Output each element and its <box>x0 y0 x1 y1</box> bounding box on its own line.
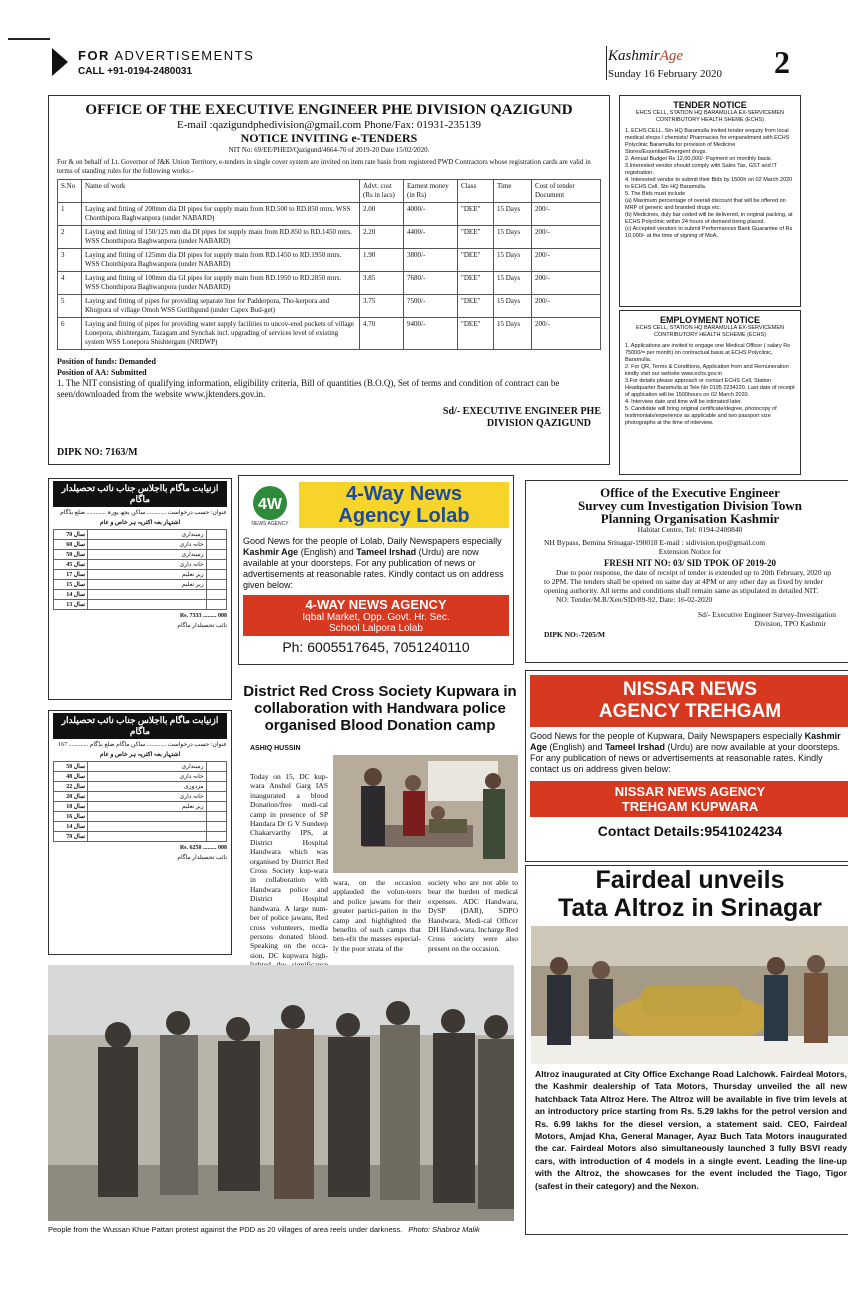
table-cell: "DEE" <box>458 226 494 249</box>
table-cell <box>206 530 226 540</box>
nissar-agency-1: NISSAR NEWS AGENCY <box>614 784 766 799</box>
table-cell <box>206 600 226 610</box>
table-cell: خانہ داری <box>88 772 207 782</box>
table-cell: 3.85 <box>360 272 404 295</box>
table-cell: زمینداری <box>88 550 207 560</box>
tender-notice <box>619 95 801 307</box>
table-row <box>54 550 227 560</box>
phe-nit-number: NIT No: 69/EE/PHED/Qazigund/4664-76 of 2019-20 Date 15/02/2020. <box>228 146 430 154</box>
notice-line: 4. Interview date and time will be intimated later. <box>625 399 743 405</box>
table-cell: 50 سال <box>54 550 88 560</box>
table-cell: "DEE" <box>458 272 494 295</box>
notice-line: 5. The Bids must include <box>625 191 686 197</box>
table-cell: زمینداری <box>88 530 207 540</box>
table-cell: 13 سال <box>54 600 88 610</box>
table-row <box>54 762 227 772</box>
fourway-banner <box>299 482 509 528</box>
table-cell: Laying and fitting of pipes for providing water supply facilities to uncov-ered pockets of village Lonepora, shishtergam, Tazagam and Synchak incl. upgrading of services level of existing system WSS Lonepora Shishtergam (NRDWP) <box>82 318 360 350</box>
fairdeal-photo <box>531 926 848 1064</box>
table-header: Class <box>458 180 494 203</box>
table-cell: 48 سال <box>54 772 88 782</box>
protest-photo <box>48 965 514 1221</box>
redcross-column-2: wara, on the occasion applauded the volun-teers and police jawans for their greater partici-pation in the camp and highlighted the benefits of such camps that ben-efit the masses especial-ly the poor strata of the <box>333 878 421 953</box>
table-row <box>54 580 227 590</box>
survey-address: NH Bypass, Bemina Srinagar-190018 E-mail : sidivision.tpo@gmail.com <box>544 538 766 547</box>
phe-signature-2: DIVISION QAZIGUND <box>486 418 591 429</box>
table-row <box>54 772 227 782</box>
table-cell <box>206 540 226 550</box>
table-row <box>54 782 227 792</box>
employment-body <box>625 343 795 427</box>
table-cell <box>206 782 226 792</box>
table-cell <box>206 792 226 802</box>
fourway-address-2: School Lalpora Lolab <box>329 623 423 634</box>
masthead-brand: KashmirAge <box>608 48 684 64</box>
table-cell: 4400/- <box>404 226 458 249</box>
fourway-title-2: Agency Lolab <box>338 505 470 527</box>
table-cell: Laying and fitting of 150/125 mm dia DI pipes for supply main from RD.850 to RD.1450 mtrs. WSS Chonthipora Baghwanpora (under NABARD) <box>82 226 360 249</box>
employment-subtitle: ECHS CELL, STATION HQ BARAMULLA EX-SERVICEMEN CONTRIBUTORY HEALTH SCHEME (ECHS) <box>636 325 784 338</box>
issue-date: Sunday 16 February 2020 <box>608 68 722 80</box>
nissar-address-box <box>530 781 848 817</box>
fourway-news-ad <box>238 475 514 665</box>
table-cell: Laying and fitting of 200mm dia DI pipes for supply main from RD.500 to RD.850 mtrs. WSS Chonthipora Baghwanpora (under NABARD) <box>82 203 360 226</box>
survey-notice <box>525 480 848 663</box>
table-cell: مزدوری <box>88 782 207 792</box>
table-cell: خانہ داری <box>88 540 207 550</box>
table-cell: 3800/- <box>404 249 458 272</box>
table-cell <box>206 580 226 590</box>
survey-dipk: DIPK NO:-7205/M <box>544 630 606 639</box>
table-header: Earnest money (in Rs) <box>404 180 458 203</box>
redcross-column-1: Today on 15, DC kup-wara Anshul Garg IAS inaugurated a blood Donation/free medi-cal camp in presence of SP Handara Dr G V Sundeep Chakarvarthy IPS, at District Hospital Handwara which was organised by District Red Cross Society kup-wara in collaboration with Handwara police and District Hospital handwara. A large num-ber of police jawans, Red cross volunteers, media persons donated blood. Speaking on the occa-sion, DC kupwara high- <box>250 772 328 960</box>
table-cell: 15 Days <box>494 318 532 350</box>
table-cell <box>206 570 226 580</box>
table-cell: 200/- <box>532 318 601 350</box>
table-cell: 15 Days <box>494 249 532 272</box>
table-cell: 15 سال <box>54 580 88 590</box>
notice-line: (a) Maximum percentage of overall discount that will be offered on MRP of generic and branded drugs etc. <box>625 198 786 211</box>
survey-extension: Extension Notice for <box>658 547 722 556</box>
brand-divider <box>606 46 607 80</box>
table-cell: 4 <box>58 272 82 295</box>
table-cell: 200/- <box>532 203 601 226</box>
svg-text:4W: 4W <box>258 496 282 513</box>
table-row <box>58 249 601 272</box>
table-row <box>54 590 227 600</box>
urdu-notice-intro: عنوان: حسب درخواست ............. ساکن ماگام ضلع بڈگام ............. 167 <box>58 742 227 748</box>
survey-no: NO: Tender/M.R/Xen/SID/89-92, Date: 16-02-2020 <box>556 595 713 604</box>
phe-funds: Position of funds: Demanded <box>57 357 156 366</box>
table-cell: 1 <box>58 203 82 226</box>
notice-line: 5. Candidate will bring original certificate/degree, photocopy of testimonials/experience as applicable and two passport size photographs at the time of interview. <box>625 406 777 426</box>
advert-arrow-icon <box>52 48 68 76</box>
table-cell: Laying and fitting of 125mm dia DI pipes for supply main from RD.1450 to RD.1950 mtrs. WSS Chonthipora Baghwanpora (under NABARD) <box>82 249 360 272</box>
table-cell: خانہ داری <box>88 792 207 802</box>
table-row <box>54 560 227 570</box>
redcross-byline: ASHIQ HUSSIN <box>250 745 301 752</box>
nissar-title-2: AGENCY TREHGAM <box>598 701 782 722</box>
table-cell <box>206 822 226 832</box>
phe-tender-notice <box>48 95 610 465</box>
table-cell: 20 سال <box>54 792 88 802</box>
table-cell <box>88 812 207 822</box>
table-cell: 70 سال <box>54 832 88 842</box>
survey-habitat: Habitat Centre, Tel: 0194-2400840 <box>637 525 743 534</box>
urdu-notice-footer: Rs. 7333 ......... 008 <box>179 613 227 619</box>
table-cell: 14 سال <box>54 822 88 832</box>
survey-nit: FRESH NIT NO: 03/ SID TPOK OF 2019-20 <box>603 558 777 568</box>
table-cell: 16 سال <box>54 812 88 822</box>
notice-line: 1. ECHS CELL, Stn HQ Baramulla invited tender enquiry from local medical shops / chemists/ Pharmacies for empanelment with ECHS Polyclinic Baramulla for provision of Medicine Stores/Essential/Emergent drugs. <box>625 128 790 155</box>
table-cell <box>206 802 226 812</box>
table-cell: 15 Days <box>494 272 532 295</box>
survey-title-2: Survey cum Investigation Division Town <box>578 498 802 513</box>
table-cell: 18 سال <box>54 802 88 812</box>
table-cell: خانہ داری <box>88 560 207 570</box>
survey-sign-2: Division, TPO Kashmir <box>754 619 826 628</box>
urdu-notice-sign: نائب تحصیلدار ماگام <box>177 855 227 861</box>
fourway-text: Good News for the people of Lolab, Daily Newspapers especially Kashmir Age (English) and Tameel Irshad (Urdu) are now available at your doorsteps. For any publication of news or advertisements at reasonable rates. Kindly contact us on address given below: <box>243 536 504 590</box>
table-cell: 70 سال <box>54 530 88 540</box>
ad-label: FOR ADVERTISEMENTS <box>78 48 255 63</box>
table-cell: زیر تعلیم <box>88 802 207 812</box>
table-cell: 3.75 <box>360 295 404 318</box>
notice-line: (c) Accepted vendors to submit Performances Bank Guarantee of Rs 10,000/- at the time of signing of MoA. <box>625 226 793 239</box>
table-row <box>58 318 601 350</box>
table-cell <box>206 832 226 842</box>
urdu-notice-1 <box>48 478 232 700</box>
table-cell: "DEE" <box>458 249 494 272</box>
table-cell <box>88 600 207 610</box>
table-cell <box>206 772 226 782</box>
table-cell: 200/- <box>532 272 601 295</box>
table-cell: 15 Days <box>494 295 532 318</box>
table-cell <box>206 812 226 822</box>
table-cell: 9400/- <box>404 318 458 350</box>
table-cell: 50 سال <box>54 762 88 772</box>
table-cell: 2 <box>58 226 82 249</box>
table-row <box>58 272 601 295</box>
table-row <box>54 812 227 822</box>
survey-title-3: Planning Organisation Kashmir <box>600 511 780 526</box>
table-cell: 200/- <box>532 226 601 249</box>
protest-photo-credit: Photo: Shabroz Malik <box>408 1225 480 1234</box>
nissar-agency-2: TREHGAM KUPWARA <box>621 799 759 814</box>
table-cell: 200/- <box>532 249 601 272</box>
table-row <box>54 540 227 550</box>
table-cell: 6 <box>58 318 82 350</box>
table-cell <box>206 590 226 600</box>
svg-text:NEWS AGENCY: NEWS AGENCY <box>251 521 289 526</box>
table-cell: 15 Days <box>494 226 532 249</box>
phe-heading: NOTICE INVITING e-TENDERS <box>240 131 418 145</box>
table-cell: 60 سال <box>54 540 88 550</box>
table-cell <box>88 832 207 842</box>
table-row <box>54 822 227 832</box>
table-cell: 17 سال <box>54 570 88 580</box>
table-cell: 22 سال <box>54 782 88 792</box>
phe-works-table <box>57 179 601 350</box>
notice-line: 1. Applications are invited to engage one Medical Officer ( salary Rs 75000/= per month) on contractual basis at ECHS Polyclinic, Baramulla. <box>625 343 790 363</box>
table-header: Time <box>494 180 532 203</box>
phe-note: 1. The NIT consisting of qualifying information, eligibility criteria, Bill of quantities (B.O.Q), Set of terms and condition of contract can be seen/downloaded from the website www.jktenders.gov.in. <box>57 378 560 399</box>
table-cell: 7680/- <box>404 272 458 295</box>
notice-line: (b) Medicines, duly bar coded will be delivered, in original packing, at ECHS Polyclinic within 24 hours of demand being placed. <box>625 212 793 225</box>
table-row <box>54 832 227 842</box>
table-row <box>58 203 601 226</box>
table-cell: 3 <box>58 249 82 272</box>
notice-line: 2. For QR, Terms & Conditions, Application from and Remuneration kindly visit our website www.echs.gov.in <box>625 364 789 377</box>
table-cell: 2.20 <box>360 226 404 249</box>
table-row <box>54 792 227 802</box>
survey-body: Due to poor response, the date of receipt of tender is extended up to 20th February, 2020 up to 2PM. The tenders shall be opened on same day at 4PM or any other day as fixed by tender opening authority. All terms and conditions shall remain same as stipulated in detailed NIT. <box>544 568 832 595</box>
redcross-column-3: society who are not able to bear the burden of medical expenses. ADC Handwara, DySP (DAR), SDPO Handwara, Medi-cal Officer DH Hand-wara, Incharge Red Cross society were also present on the occasion. <box>428 878 518 953</box>
table-cell: 5 <box>58 295 82 318</box>
fourway-address-box <box>243 595 509 636</box>
table-cell: 4.70 <box>360 318 404 350</box>
employment-title: EMPLOYMENT NOTICE <box>659 315 760 325</box>
table-cell: Laying and fitting of pipes for providing separate line for Padderpora, Tho-kerpora and Khujpora of village Omoh WSS Gutlibgund (under Capex Bud-get) <box>82 295 360 318</box>
fourway-phone: Ph: 6005517645, 7051240110 <box>282 639 470 655</box>
table-header: S.No <box>58 180 82 203</box>
page-number: 2 <box>774 44 790 80</box>
fourway-logo <box>247 484 293 526</box>
fourway-title-1: 4-Way News <box>346 483 462 505</box>
table-cell: 1.90 <box>360 249 404 272</box>
table-row <box>58 226 601 249</box>
notice-line: 4. Interested vendor to submit their Bids by 1500h on 02 March 2020 to ECHS Cell, Stn HQ Baramulla. <box>625 177 793 190</box>
table-header: Cost of tender Document <box>532 180 601 203</box>
table-cell <box>206 550 226 560</box>
table-row <box>54 600 227 610</box>
notice-line: 2. Annual Budget Rs 12,00,000/- Payment on monthly basis. <box>625 156 773 162</box>
nissar-contact: Contact Details:9541024234 <box>597 823 783 839</box>
table-cell: 15 Days <box>494 203 532 226</box>
table-row <box>54 570 227 580</box>
header-rule <box>8 38 50 40</box>
table-cell: 200/- <box>532 295 601 318</box>
nissar-news-ad <box>525 670 848 862</box>
protest-caption-text: People from the Wussan Khue Pattan protest against the PDD as 20 villages of area reels under darkness. <box>48 1225 403 1234</box>
table-row <box>58 295 601 318</box>
urdu-notice-intro: عنوان: حسب درخواست ............. ساکن بچھ پورہ ............. ضلع بڈگام <box>60 510 227 516</box>
table-cell: زیر تعلیم <box>88 570 207 580</box>
tender-subtitle: EHCS CELL, STATION HQ BARAMULLA EX-SERVICEMEN CONTRIBUTORY HEALTH SHEME (ECHS) <box>636 110 784 123</box>
table-cell: "DEE" <box>458 203 494 226</box>
phe-signature-1: Sd/- EXECUTIVE ENGINEER PHE <box>442 406 601 417</box>
redcross-photo <box>333 755 518 873</box>
table-cell: 45 سال <box>54 560 88 570</box>
phe-contact: E-mail :qazigundphedivision@gmail.com Phone/Fax: 01931-235139 <box>176 119 482 131</box>
nissar-banner <box>530 675 848 727</box>
table-row <box>54 530 227 540</box>
table-cell <box>88 590 207 600</box>
urdu-notice-sign: نائب تحصیلدار ماگام <box>177 623 227 629</box>
table-cell: 7500/- <box>404 295 458 318</box>
phe-intro: For & on behalf of Lt. Governor of J&K Union Territory, e-tenders in single cover system are invited on item rate basis from registered PWD Contractors whose registration cards are valid in terms of standing rules for the following works:- <box>57 158 591 175</box>
fairdeal-headline: Fairdeal unveils Tata Altroz in Srinagar <box>558 866 822 922</box>
urdu-notice-header: ازنیابت ماگام بااجلاس جناب نائب تحصیلدار ماگام <box>53 481 227 507</box>
fourway-address-1: Iqbal Market, Opp. Govt. Hr. Sec. <box>302 612 450 623</box>
fourway-agency: 4-WAY NEWS AGENCY <box>305 597 447 612</box>
table-header: Advt. cost (Rs in lacs) <box>360 180 404 203</box>
nissar-title-1: NISSAR NEWS <box>622 679 758 700</box>
urdu-notice-sub: اشتہار بعہ اکثریہ ہر خاص و عام <box>99 752 181 758</box>
urdu-notice-2 <box>48 710 232 955</box>
urdu-notice-sub: اشتہار بعہ اکثریہ ہر خاص و عام <box>99 520 181 526</box>
phe-aa: Position of AA: Submitted <box>57 368 147 377</box>
table-row <box>54 802 227 812</box>
table-cell: 14 سال <box>54 590 88 600</box>
survey-sign-1: Sd/- Executive Engineer Survey-Investigation <box>697 610 836 619</box>
tender-body <box>625 128 795 240</box>
table-cell <box>88 822 207 832</box>
survey-title-1: Office of the Executive Engineer <box>600 485 780 500</box>
table-cell: Laying and fitting of 100mm dia GI pipes for supply main from RD.1950 to RD.2850 mtrs. WSS Chonthipora Baghwanpora (under NABARD) <box>82 272 360 295</box>
table-cell: "DEE" <box>458 295 494 318</box>
table-cell: زیر تعلیم <box>88 580 207 590</box>
table-cell: "DEE" <box>458 318 494 350</box>
nissar-text: Good News for the people of Kupwara, Daily Newspapers especially Kashmir Age (English) and Tameel Irshad (Urdu) are now available at your doorsteps. For any publication of news or advertisements at reasonable rates. Kindly contact us on address given below: <box>530 731 841 774</box>
redcross-headline: District Red Cross Society Kupwara in collaboration with Handwara police organised Blood Donation camp <box>243 683 517 734</box>
table-header-row <box>58 180 601 203</box>
phe-title: OFFICE OF THE EXECUTIVE ENGINEER PHE DIVISION QAZIGUND <box>85 102 573 118</box>
urdu-notice-header: ازنیابت ماگام بااجلاس جناب نائب تحصیلدار ماگام <box>53 713 227 739</box>
table-header: Name of work <box>82 180 360 203</box>
employment-notice <box>619 310 801 475</box>
phe-dipk: DIPK NO: 7163/M <box>57 447 138 458</box>
notice-line: 3.For details please approach or contact ECHS Cell, Station Headquarter Baramulla at Tele No 0195 2234220. Last date of receipt of application will be 1500hours on 02 March 2020. <box>625 378 795 398</box>
fairdeal-body: Altroz inaugurated at City Office Exchange Road Lalchowk. Fairdeal Motors, the Kashmir dealership of Tata Motors, Thursday unveiled the all new hatchback Tata Altroz Here. The Altroz will be available in five trim levels at an introductory price starting from Rs. 5.29 lakhs for the petrol version and Rs. 6.99 lakhs for the diesel version, a statement said. CEO, Fairdeal Motors, Amjad Kha, General Manager, Ayaz Buch Tata Motors inaugurated the car. Fairdeal Motors also simultaneously launched 3 fully BSVI ready cars, with introduction of 4 models in a single event. Leading the line-up with the Altroz, the showcases for the event included the Tiago, Tigor (safest in their category) and the Nexon. <box>535 1069 847 1191</box>
urdu-notice-footer: Rs. 6250 ......... 008 <box>179 845 227 851</box>
protest-caption <box>48 1225 518 1234</box>
table-cell <box>206 762 226 772</box>
table-cell: 2.00 <box>360 203 404 226</box>
table-cell <box>206 560 226 570</box>
table-cell: زمینداری <box>88 762 207 772</box>
notice-line: 3.Interested vendor should comply with Sales Tax, GST and IT registration. <box>625 163 777 176</box>
tender-title: TENDER NOTICE <box>673 100 747 110</box>
table-cell: 4000/- <box>404 203 458 226</box>
ad-phone: CALL +91-0194-2480031 <box>78 66 193 77</box>
